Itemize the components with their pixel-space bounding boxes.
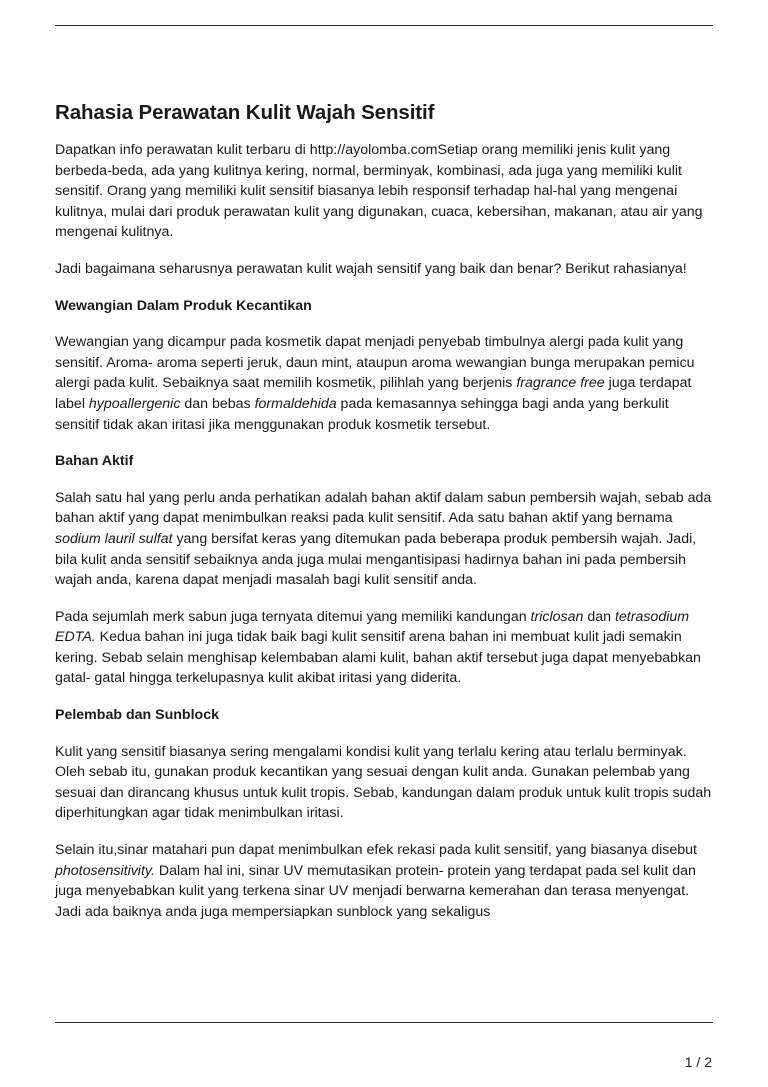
footer-rule xyxy=(55,1022,713,1023)
emphasis-tetrasodium-edta: tetrasodium EDTA. xyxy=(55,608,690,646)
section-bahan-aktif-paragraph-1: Salah satu hal yang perlu anda perhatikan adalah bahan aktif dalam sabun pembersih wajah, sebab ada bahan aktif yang dapat menimbulkan reaksi pada kulit sensitif. Ada satu bahan aktif yang bernama sodium lauril sulfat yang bersifat keras yang ditemukan pada beberapa produk pembersih wajah. Jadi, bila kulit anda sensitif sebaiknya anda juga mulai mengantisipasi hadirnya bahan ini pada pembersih wajah anda, karena dapat menjadi masalah bagi kulit sensitif anda. xyxy=(55,489,712,589)
section-pelembab-paragraph-2: Selain itu,sinar matahari pun dapat menimbulkan efek rekasi pada kulit sensitif, yang biasanya disebut photosensitivity. Dalam hal ini, sinar UV memutasikan protein- protein yang terdapat pada sel kulit dan juga menyebabkan kulit yang terkena sinar UV menjadi berwarna kemerahan dan terasa menyengat. Jadi ada baiknya anda juga mempersiapkan sunblock yang sekaligus xyxy=(55,842,697,920)
emphasis-photosensitivity: photosensitivity. xyxy=(55,862,155,879)
page-number: 1 / 2 xyxy=(684,1054,712,1070)
intro-paragraph: Dapatkan info perawatan kulit terbaru di http://ayolomba.comSetiap orang memiliki jenis kulit yang berbeda-beda, ada yang kulitnya kering, normal, berminyak, kombinasi, ada juga yang memiliki kulit sensitif. Orang yang memiliki kulit sensitif biasanya lebih responsif terhadap hal-hal yang mengenai kulitnya, mulai dari produk perawatan kulit yang digunakan, cuaca, kebersihan, makanan, atau air yang mengenai kulitnya. xyxy=(55,142,703,241)
section-pelembab-paragraph-1: Kulit yang sensitif biasanya sering mengalami kondisi kulit yang terlalu kering atau terlalu berminyak. Oleh sebab itu, gunakan produk kecantikan yang sesuai dengan kulit anda. Gunakan pelembab yang sesuai dan dirancang khusus untuk kulit tropis. Sebab, kandungan dalam produk untuk kulit tropis sudah diperhitungkan agar tidak menimbulkan iritasi. xyxy=(55,743,712,822)
emphasis-hypoallergenic: hypoallergenic xyxy=(88,395,181,412)
header-rule xyxy=(55,25,713,26)
emphasis-sodium-lauril-sulfat: sodium lauril sulfat xyxy=(55,530,173,547)
emphasis-triclosan: triclosan xyxy=(530,608,584,625)
emphasis-fragrance-free: fragrance free xyxy=(516,375,605,392)
question-paragraph: Jadi bagaimana seharusnya perawatan kulit wajah sensitif yang baik dan benar? Berikut rahasianya! xyxy=(55,260,687,277)
section-heading-wewangian: Wewangian Dalam Produk Kecantikan xyxy=(55,297,312,314)
document-title: Rahasia Perawatan Kulit Wajah Sensitif xyxy=(55,101,435,124)
document-body xyxy=(55,99,715,938)
emphasis-formaldehida: formaldehida xyxy=(254,395,337,412)
section-wewangian-paragraph: Wewangian yang dicampur pada kosmetik dapat menjadi penyebab timbulnya alergi pada kulit yang sensitif. Aroma- aroma seperti jeruk, daun mint, ataupun aroma wewangian bunga merupakan pemicu alergi pada kulit. Sebaiknya saat memilih kosmetik, pilihlah yang berjenis fragrance free juga terdapat label hypoallergenic dan bebas formaldehida pada kemasannya sehingga bagi anda yang berkulit sensitif tidak akan iritasi jika menggunakan produk kosmetik tersebut. xyxy=(55,334,695,433)
section-heading-bahan-aktif: Bahan Aktif xyxy=(55,453,134,470)
section-bahan-aktif-paragraph-2: Pada sejumlah merk sabun juga ternyata ditemui yang memiliki kandungan triclosan dan tetrasodium EDTA. Kedua bahan ini juga tidak baik bagi kulit sensitif arena bahan ini membuat kulit jadi semakin kering. Sebab selain menghisap kelembaban alami kulit, bahan aktif tersebut juga dapat menyebabkan gatal- gatal hingga terkelupasnya kulit akibat iritasi yang diderita. xyxy=(55,608,701,687)
section-heading-pelembab: Pelembab dan Sunblock xyxy=(55,707,219,724)
